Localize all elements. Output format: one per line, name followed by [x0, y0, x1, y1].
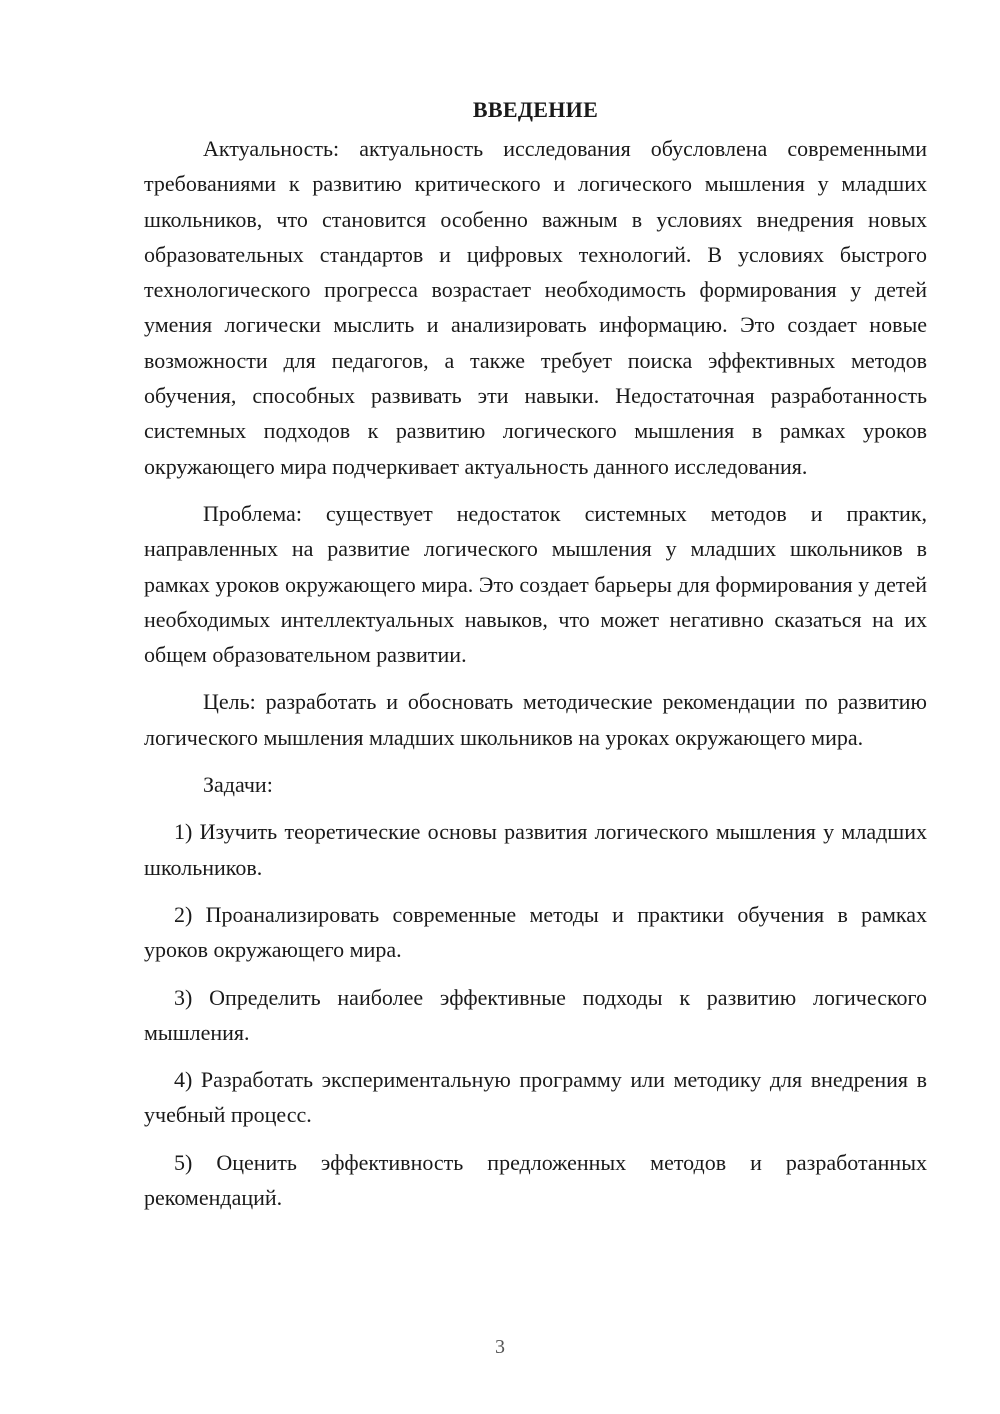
problem-paragraph: Проблема: существует недостаток системных методов и практик, направленных на развитие логического мышления у младших школьников в рамках уроков окружающего мира. Это создает барьеры для формирования у детей необходимых интеллектуальных навыков, что может негативно сказаться на их общем образовательном развитии. [144, 500, 927, 668]
section-title: ВВЕДЕНИЕ [472, 97, 599, 122]
goal-paragraph: Цель: разработать и обосновать методические рекомендации по развитию логического мышления младших школьников на уроках окружающего мира. [144, 689, 927, 750]
page-number: 3 [495, 1336, 505, 1358]
task-item-2: 2) Проанализировать современные методы и практики обучения в рамках уроков окружающего мира. [144, 901, 927, 963]
task-item-3: 3) Определить наиболее эффективные подходы к развитию логического мышления. [144, 984, 927, 1045]
task-item-1: 1) Изучить теоретические основы развития логического мышления у младших школьников. [144, 819, 927, 880]
tasks-heading: Задачи: [203, 772, 273, 798]
task-item-4: 4) Разработать экспериментальную программу или методику для внедрения в учебный процесс. [144, 1067, 927, 1128]
task-item-5: 5) Оценить эффективность предложенных методов и разработанных рекомендаций. [144, 1149, 927, 1211]
relevance-paragraph: Актуальность: актуальность исследования обусловлена современными требованиями к развитию критического и логического мышления у младших школьников, что становится особенно важным в условиях внедрения новых образовательных стандартов и цифровых технологий. В условиях быстрого технологического прогресса возрастает необходимость формирования у детей умения логически мыслить и анализировать информацию. Это создает новые возможности для педагогов, а также требует поиска эффективных методов обучения, способных развивать эти навыки. Недостаточная разработанность системных подходов к развитию логического мышления в рамках уроков окружающего мира подчеркивает актуальность данного исследования. [144, 136, 927, 479]
document-page [144, 95, 927, 1215]
